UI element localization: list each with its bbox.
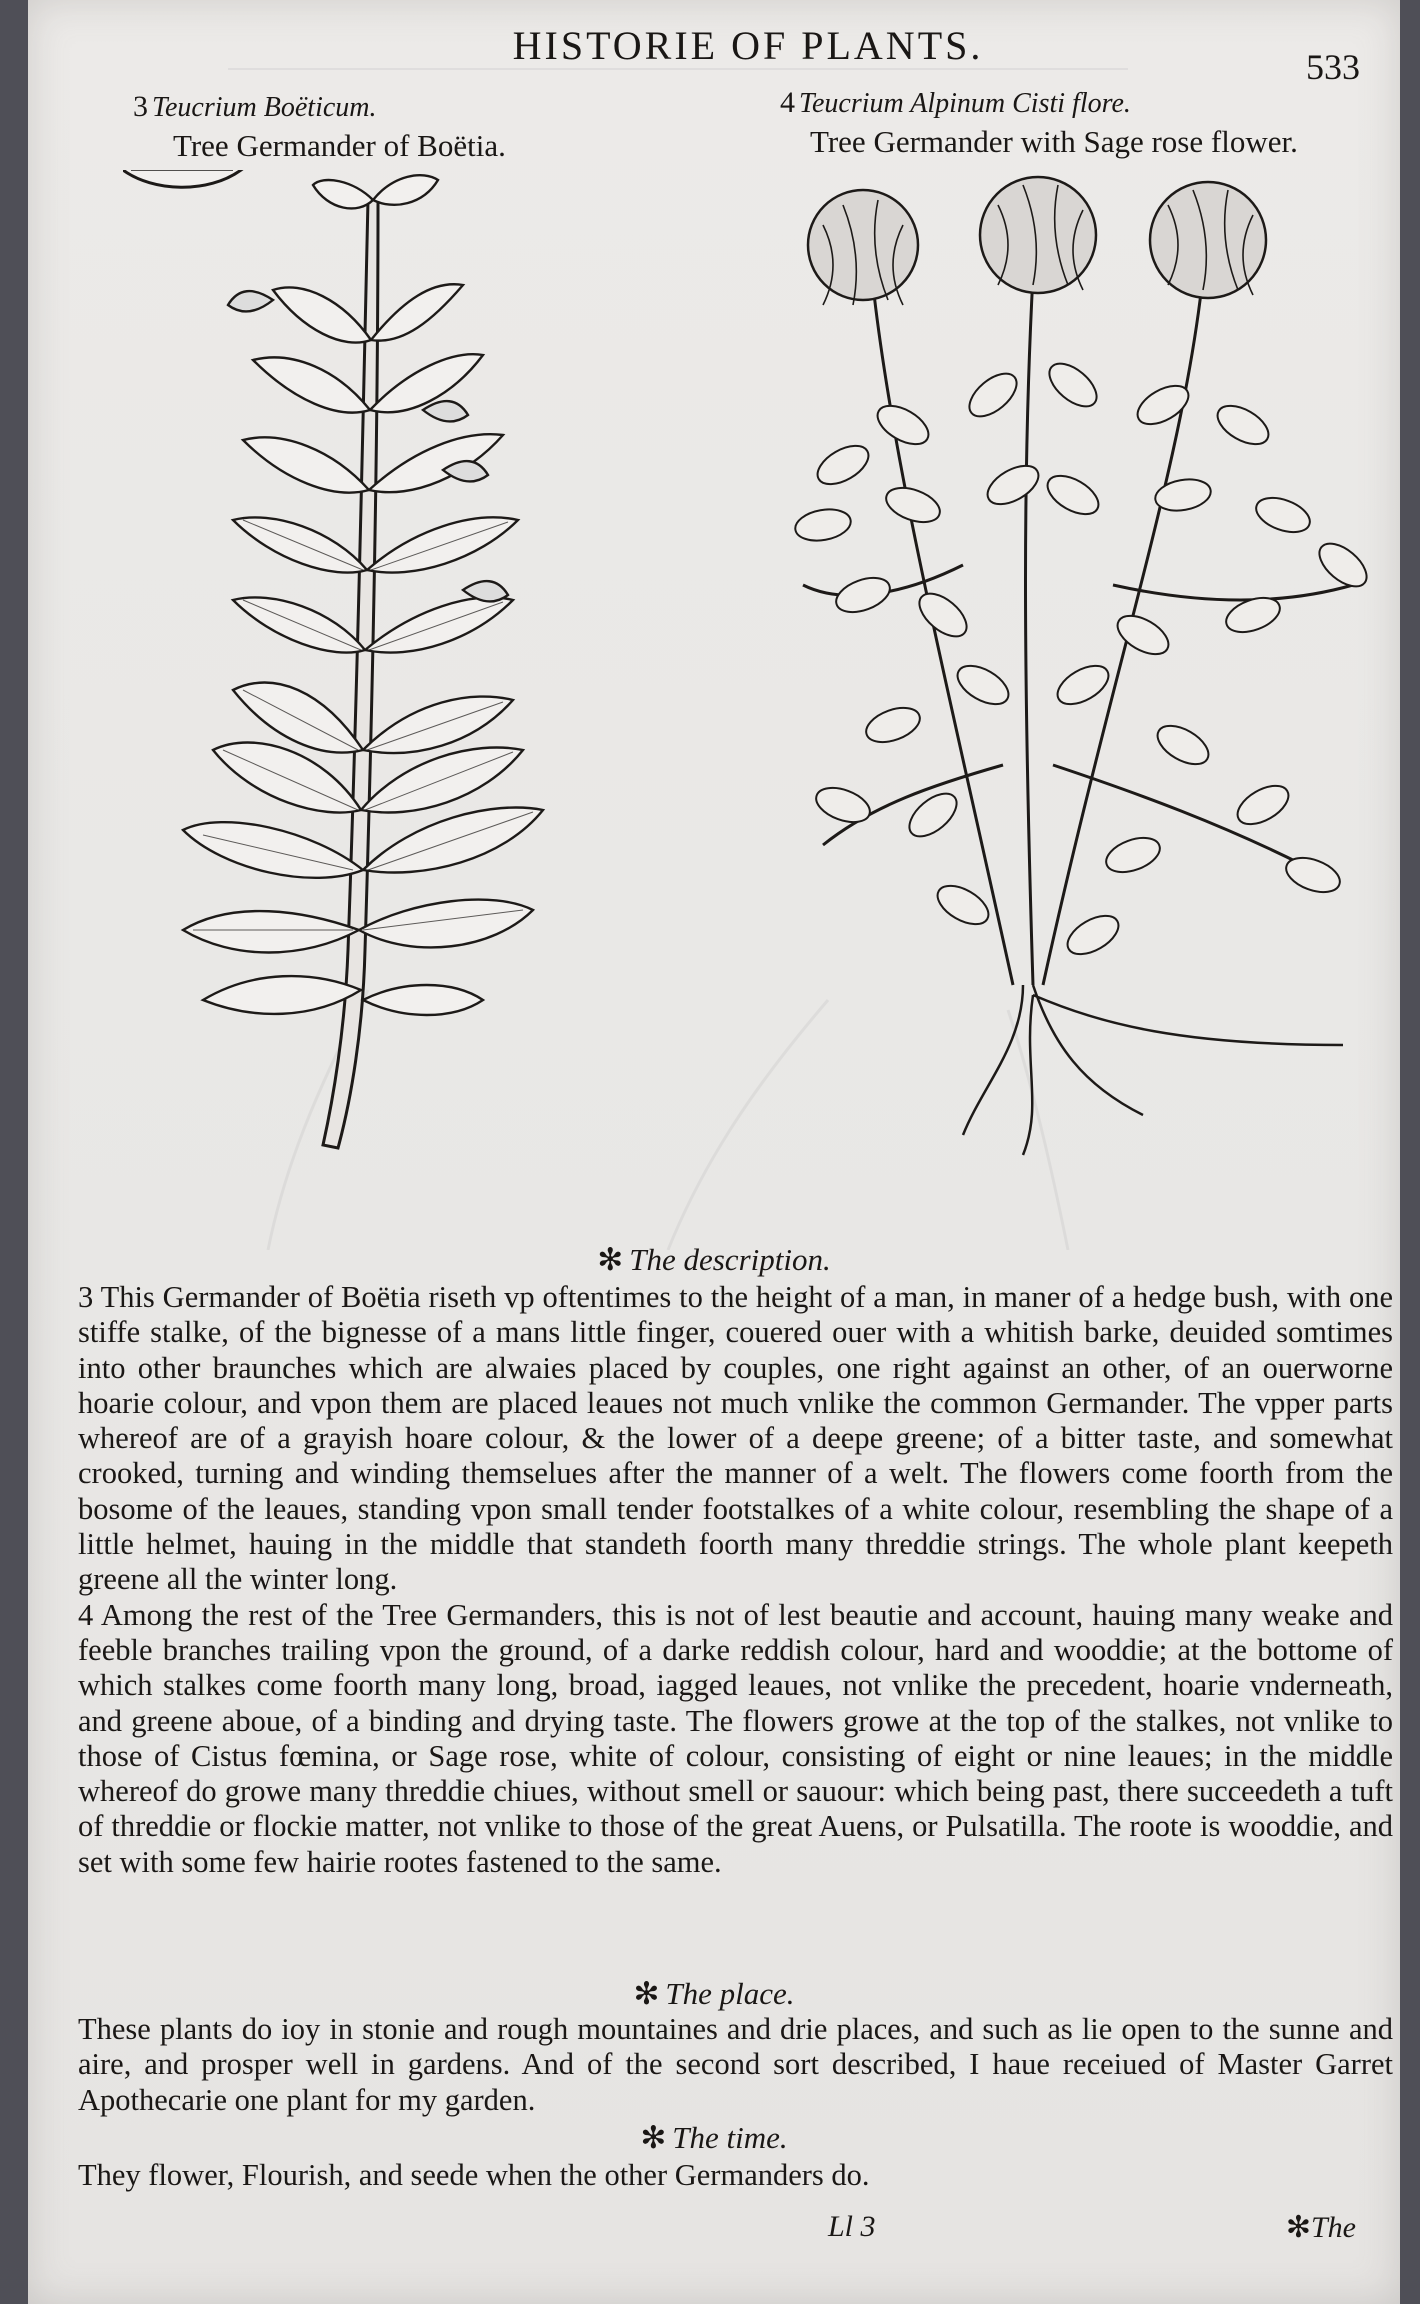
description-paragraph-3: 3 This Germander of Boëtia riseth vp oftentimes to the height of a man, in maner of a hedge bush, with one stiffe stalke, of the bignesse of a mans little finger, couered ouer with a whitish barke, deuided somtimes into other braunches which are alwaies placed by couples, one right against an other, of an ouerworne hoarie colour, and vpon them are placed leaues not much vnlike the common Germander. The vpper parts whereof are of a grayish hoare colour, & the lower of a deepe greene; of a bitter taste, and somewhat crooked, turning and winding themselues after the manner of a welt. The flowers come foorth from the bosome of the leaues, standing vpon small tender footstalkes of a white colour, resembling the shape of a little helmet, hauing in the middle that standeth foorth many threddie strings. The whole plant keepeth greene all the winter long.	[78, 1280, 1393, 1597]
tree-germander-sage-rose-woodcut	[783, 165, 1400, 1165]
description-heading	[28, 1242, 1400, 1278]
heading-star-icon: ✻	[633, 1976, 660, 2011]
place-paragraph: These plants do ioy in stonie and rough mountaines and drie places, and such as lie open to the sunne and aire, and prosper well in gardens. And of the second sort described, I haue receiued of Master Garret Apothecarie one plant for my garden.	[78, 2012, 1393, 2117]
figure-4-caption	[780, 86, 1298, 159]
description-heading-text: The description.	[629, 1242, 831, 1277]
time-paragraph: They flower, Flourish, and seede when the other Germanders do.	[78, 2158, 870, 2192]
tree-germander-boetia-woodcut	[123, 170, 623, 1160]
place-text	[78, 2012, 1393, 2118]
heading-star-icon: ✻	[597, 1242, 624, 1277]
page-number: 533	[1306, 47, 1360, 87]
figure-3-caption	[133, 90, 506, 163]
time-heading-text: The time.	[672, 2120, 788, 2155]
catchword-star-icon: ✻	[1285, 2211, 1311, 2244]
place-heading-text: The place.	[665, 1976, 795, 2011]
running-head: HISTORIE OF PLANTS.	[512, 23, 984, 68]
description-text	[78, 1280, 1393, 1880]
heading-star-icon: ✻	[640, 2120, 667, 2155]
book-page	[28, 0, 1400, 2304]
figure-3-number: 3	[133, 90, 148, 123]
place-heading	[28, 1976, 1400, 2012]
figure-3-english-name: Tree Germander of Boëtia.	[173, 128, 506, 163]
time-text	[78, 2158, 1393, 2193]
time-heading	[28, 2120, 1400, 2156]
description-paragraph-4: 4 Among the rest of the Tree Germanders, this is not of lest beautie and account, hauing many weake and feeble branches trailing vpon the ground, of a darke reddish colour, hard and wooddie; at the bottome of which stalkes come foorth many long, broad, iagged leaues, not vnlike the precedent, hoarie vnderneath, and greene aboue, of a binding and drying taste. The flowers growe at the top of the stalkes, not vnlike to those of Cistus fœmina, or Sage rose, white of colour, consisting of eight or nine leaues; in the middle whereof do growe many threddie chiues, without smell or sauour: which being past, there succeedeth a tuft of threddie or flockie matter, not vnlike to those of the great Auens, or Pulsatilla. The roote is wooddie, and set with some few hairie rootes fastened to the same.	[78, 1597, 1393, 1879]
catchword-text: The	[1311, 2211, 1356, 2244]
signature-mark: Ll 3	[828, 2210, 876, 2243]
figure-4-latin-name: Teucrium Alpinum Cisti flore.	[799, 88, 1131, 119]
catchword	[1286, 2210, 1356, 2245]
figure-4-number: 4	[780, 86, 795, 119]
figure-3-latin-name: Teucrium Boëticum.	[152, 92, 377, 123]
figure-4-english-name: Tree Germander with Sage rose flower.	[810, 124, 1298, 159]
